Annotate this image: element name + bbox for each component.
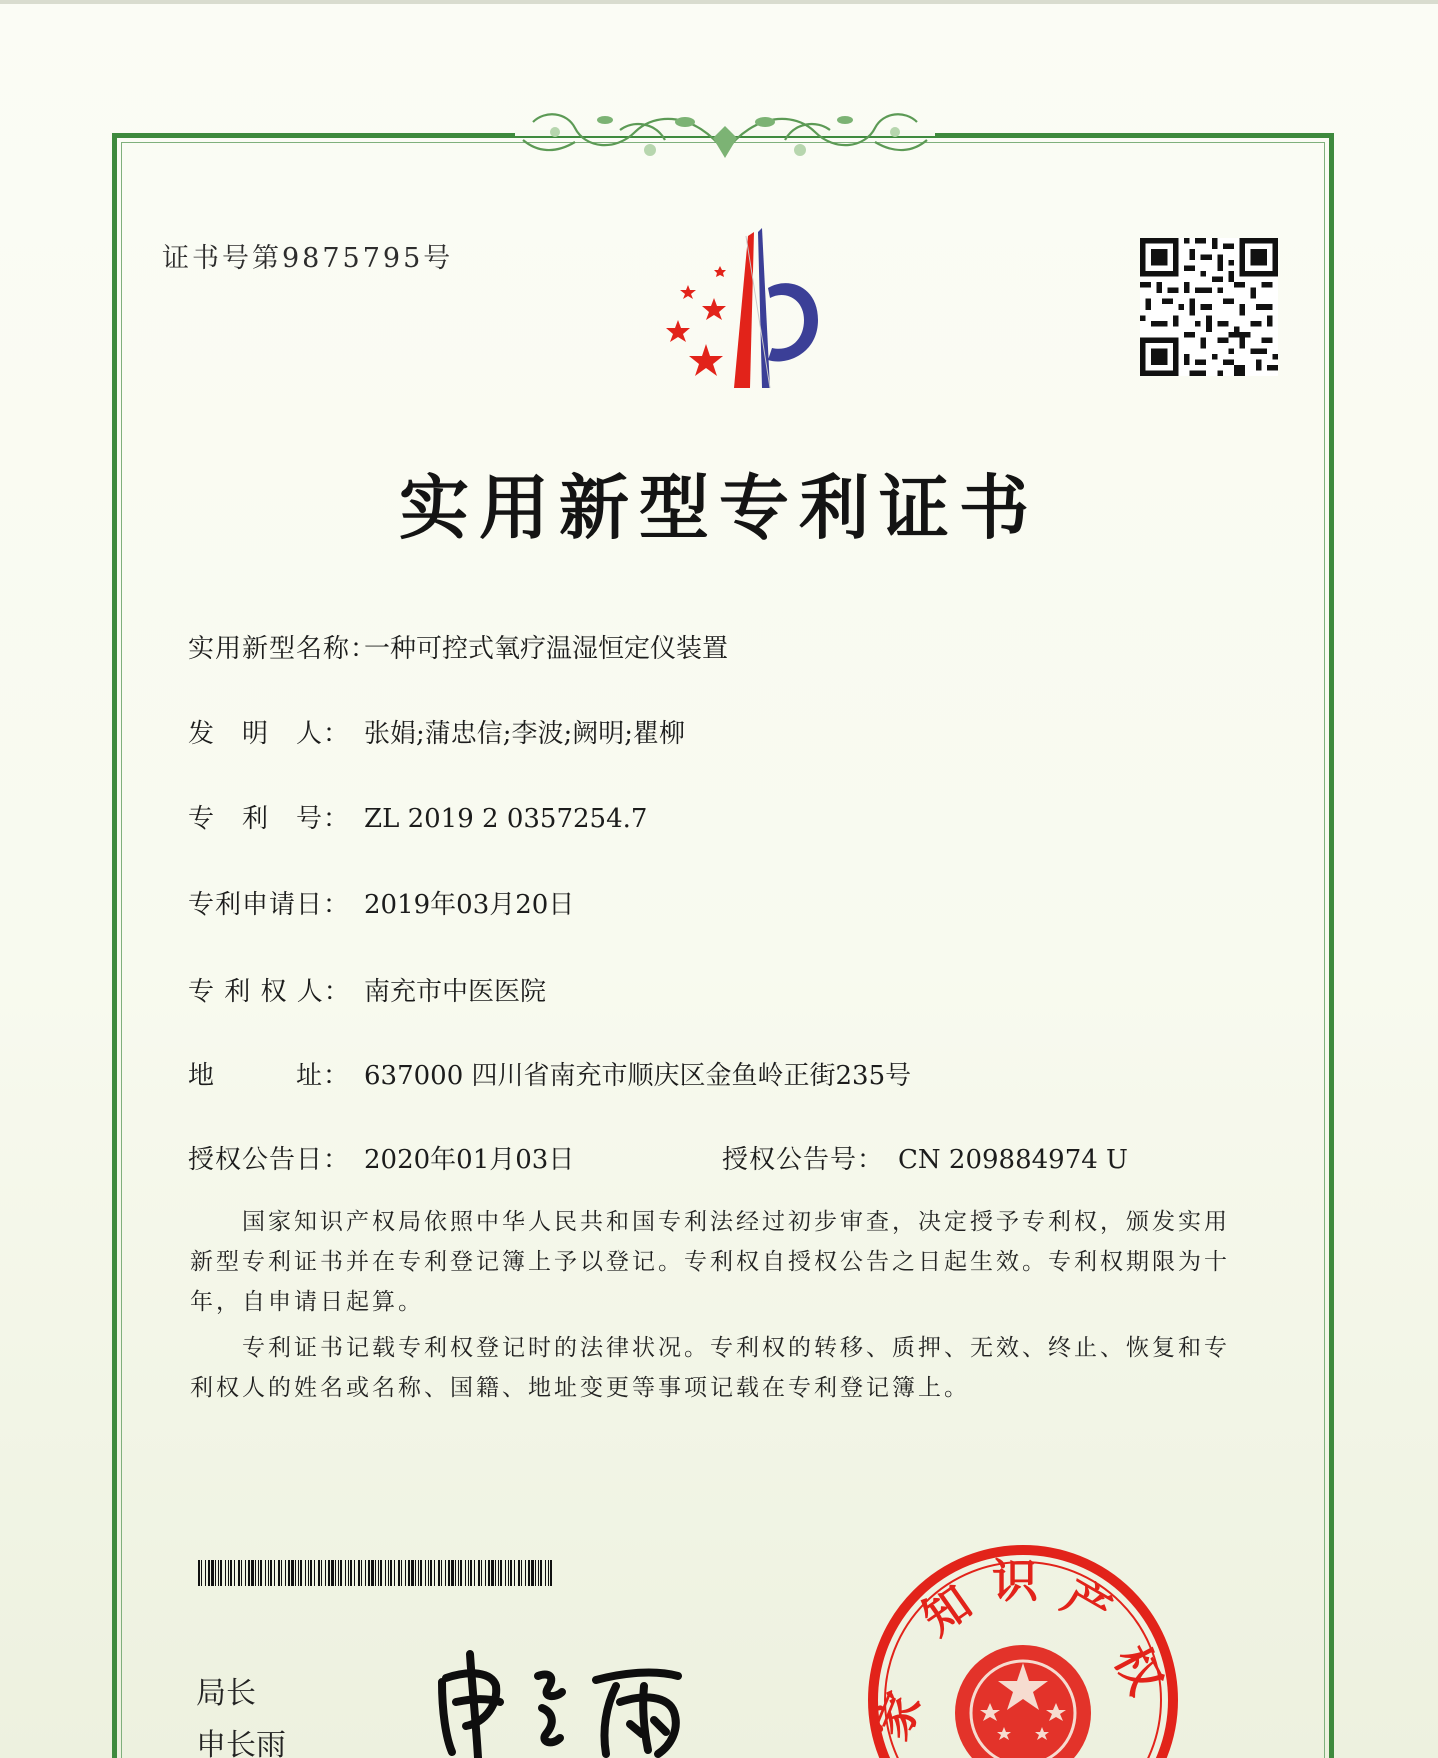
body-line: 专利证书记载专利权登记时的法律状况。专利权的转移、质押、无效、终止、恢复和专 — [190, 1335, 1230, 1361]
field-patentee — [188, 971, 546, 1008]
field-inventor-label: 发 明 人： — [188, 719, 351, 749]
field-inventor — [188, 713, 685, 750]
body-paragraph-2 — [190, 1328, 1260, 1408]
svg-text:权: 权 — [1103, 1636, 1174, 1703]
svg-text:家: 家 — [863, 1684, 932, 1748]
certificate-number: 证书号第9875795号 — [162, 243, 454, 274]
field-patent-no-label: 专 利 号： — [188, 804, 351, 834]
field-name-label: 实用新型名称： — [188, 634, 378, 664]
body-line: 利权人的姓名或名称、国籍、地址变更等事项记载在专利登记簿上。 — [190, 1375, 970, 1401]
field-grant-date — [188, 1139, 574, 1176]
field-patentee-label: 专 利 权 人： — [188, 977, 351, 1007]
field-patentee-value: 南充市中医医院 — [364, 977, 547, 1007]
cnipa-emblem-icon — [618, 228, 838, 398]
signature-icon — [430, 1642, 750, 1758]
seal-text: 家知识产权 — [858, 1535, 863, 1536]
field-grant-date-value: 2020年01月03日 — [364, 1145, 575, 1175]
field-grant-no-value: CN 209884974 U — [898, 1145, 1128, 1175]
field-apply-date-value: 2019年03月20日 — [364, 890, 575, 920]
field-name-value: 一种可控式氧疗温湿恒定仪装置 — [364, 634, 729, 664]
field-patent-no-value: ZL 2019 2 0357254.7 — [364, 804, 648, 834]
director-label: 局长 — [196, 1676, 256, 1711]
certificate-title: 实用新型专利证书 — [399, 466, 1039, 549]
field-patent-no — [188, 798, 647, 835]
ornament-icon — [515, 92, 935, 172]
field-inventor-value: 张娟;蒲忠信;李波;阙明;瞿柳 — [364, 719, 686, 749]
field-grant-no-label: 授权公告号： — [722, 1145, 885, 1175]
body-paragraph-1 — [190, 1202, 1260, 1322]
field-address-label: 地 址： — [188, 1061, 351, 1091]
svg-text:识: 识 — [992, 1554, 1038, 1608]
official-seal-icon — [858, 1535, 1188, 1758]
field-address-value: 637000 四川省南充市顺庆区金鱼岭正街235号 — [364, 1061, 912, 1091]
svg-text:产: 产 — [1053, 1568, 1121, 1639]
body-line: 国家知识产权局依照中华人民共和国专利法经过初步审查，决定授予专利权，颁发实用 — [190, 1209, 1230, 1235]
field-apply-date — [188, 884, 574, 921]
field-name — [188, 628, 728, 665]
top-edge — [0, 0, 1438, 4]
svg-text:知: 知 — [912, 1575, 982, 1646]
body-line: 新型专利证书并在专利登记簿上予以登记。专利权自授权公告之日起生效。专利权期限为十 — [190, 1249, 1230, 1275]
field-grant-date-label: 授权公告日： — [188, 1145, 351, 1175]
qr-code-icon — [1140, 238, 1278, 376]
field-apply-date-label: 专利申请日： — [188, 890, 351, 920]
field-address — [188, 1055, 911, 1092]
body-line: 年，自申请日起算。 — [190, 1289, 424, 1315]
barcode-icon — [198, 1560, 554, 1586]
director-name-partial: 申长雨 — [196, 1728, 286, 1758]
field-grant-no — [722, 1139, 1128, 1176]
